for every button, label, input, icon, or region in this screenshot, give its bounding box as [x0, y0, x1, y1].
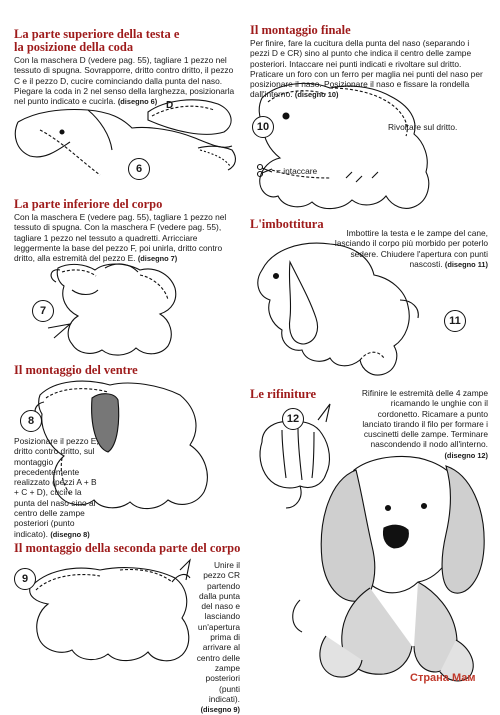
- watermark-logo: Страна Мам: [410, 672, 476, 684]
- section-7-text: [14, 212, 240, 264]
- section-10-text: [250, 38, 486, 101]
- drawing-7: [48, 264, 176, 355]
- section-8-body: Posizionare il pezzo E, dritto contro dritto, sul montaggio precedentemente realizzato (pezzi A + B + C + D), cucire la punta del naso sino al centro delle zampe posteriori (punto indicato).: [14, 436, 99, 539]
- section-8-title: Il montaggio del ventre: [14, 363, 138, 377]
- drawing-9: [30, 560, 190, 661]
- drawing-6-number: 6: [128, 158, 150, 180]
- section-11-title: L'imbottitura: [250, 217, 324, 231]
- section-6-body: Con la maschera D (vedere pag. 55), tagliare 1 pezzo nel tessuto di spugna. Sovrapporre, dritto contro dritto, il pezzo C e il pezzo D, cucire cominciando dalla punta del naso. Piegare la coda in 2 nel senso della larghezza, posizionarla nel punto indicato e cucirla.: [14, 55, 235, 107]
- piece-d-label: D: [166, 100, 174, 111]
- section-6-title: [14, 28, 234, 54]
- section-6-ref: (disegno 6): [117, 97, 158, 107]
- section-6-title-line-1: La parte superiore della testa e: [14, 27, 180, 41]
- section-12-title: Le rifiniture: [250, 387, 317, 401]
- section-8-ref: (disegno 8): [50, 529, 90, 539]
- drawing-12-number: 12: [282, 408, 304, 430]
- drawing-9-number: 9: [14, 568, 36, 590]
- scissors-icon: [258, 165, 273, 177]
- drawing-11-number: 11: [444, 310, 466, 332]
- section-11-text: [316, 228, 488, 270]
- section-10-caption: Rivoltare sul dritto.: [388, 122, 458, 132]
- section-11-ref: (disegno 11): [444, 259, 488, 269]
- section-7-ref: (disegno 7): [137, 254, 178, 264]
- drawing-10-number: 10: [252, 116, 274, 138]
- section-6-text: [14, 55, 240, 107]
- section-9-body: Unire il pezzo CR partendo dalla punta del naso e lasciando un'apertura prima di arrivare al centro delle zampe posteriori (punti indicati).: [196, 560, 240, 704]
- drawing-10: [259, 83, 429, 208]
- section-7-title: La parte inferiore del corpo: [14, 197, 163, 211]
- section-12-body: Rifinire le estremità delle 4 zampe ricamando le unghie con il cordonetto. Ricamare a punto lanciato tirando il filo per formare i cuscinetti delle zampe. Terminare nascondendo il nodo all'interno.: [361, 388, 488, 450]
- drawing-8-number: 8: [20, 410, 42, 432]
- section-11-body: Imbottire la testa e le zampe del cane, lasciando il corpo più morbido per poterlo sedere. Chiudere l'apertura con punti nascosti.: [334, 228, 488, 269]
- section-7-body: Con la maschera E (vedere pag. 55), tagliare 1 pezzo nel tessuto di spugna. Con la maschera F (vedere pag. 55), tagliare 1 pezzo nel tessuto a quadretti. Arricciare leggermente la base del pezzo F, poi unirla, dritto contro dritto, alla estremità del pezzo E.: [14, 212, 227, 264]
- section-8-text-upper: [14, 436, 100, 540]
- section-12-ref: (disegno 12): [444, 450, 488, 460]
- section-9-title: Il montaggio della seconda parte del corpo: [14, 541, 241, 555]
- section-12-text: [356, 388, 488, 461]
- section-9-text: [190, 560, 240, 715]
- section-10-ref: (disegno 10): [294, 90, 339, 100]
- section-9-ref: (disegno 9): [200, 705, 240, 715]
- finished-dog-illustration: [293, 456, 484, 680]
- section-10-body: Per finire, fare la cucitura della punta del naso (separando i pezzi D e CR) sino al punto che indica il centro delle zampe posteriori. Intaccare nei punti indicati e rivoltare sul dritto. Praticare un foro con un ferro per maglia nei punti del naso per posizionare il naso. Posizionare il naso e fissare la rondella dall'interno.: [250, 38, 483, 100]
- drawing-7-number: 7: [32, 300, 54, 322]
- drawing-6: [15, 100, 235, 175]
- section-10-legend: = intaccare: [276, 166, 318, 176]
- section-10-title: Il montaggio finale: [250, 23, 351, 37]
- section-6-title-line-2: la posizione della coda: [14, 40, 134, 54]
